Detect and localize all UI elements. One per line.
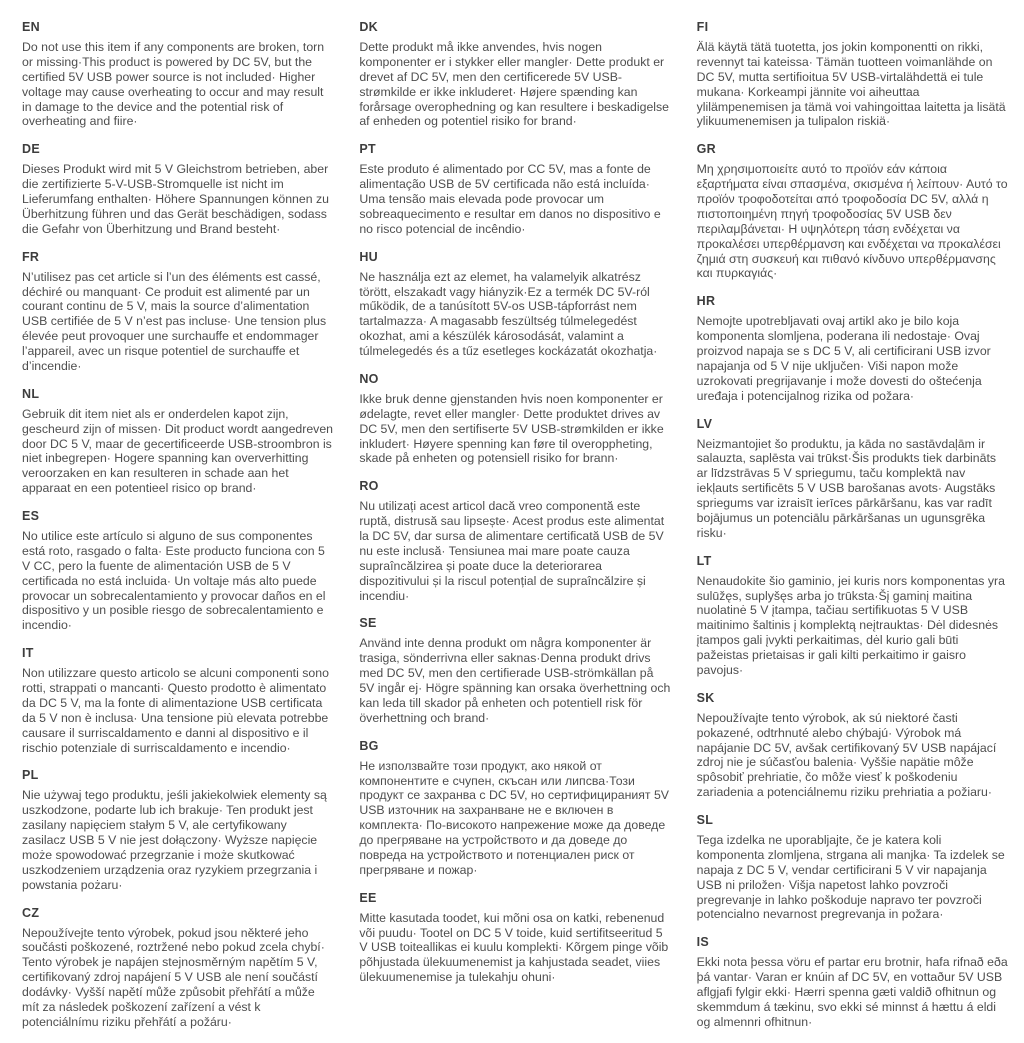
section-cz: [22, 906, 333, 1030]
lang-code-fr: FR: [22, 249, 40, 264]
lang-code-sl: SL: [696, 813, 714, 827]
section-it: [22, 646, 333, 755]
section-hu: [359, 250, 670, 359]
column-left: [22, 20, 333, 1043]
section-fr: [22, 250, 333, 374]
warning-text-ee: Mitte kasutada toodet, kui mõni osa on katki, rebenenud või puudu· Tootel on DC 5 V toide, kuid sertifitseeritud 5 V USB toiteallikas ei kuulu komplekti· Kõrgem pinge võib põhjustada ülekuumenemist ja kahjustada seadet, viies ülekuumenemise ja tulekahju ohuni·: [359, 910, 669, 985]
warning-text-bg: Не използвайте този продукт, ако някой от компонентите е счупен, скъсан или липсва·Този продукт се захранва с DC 5V, но сертифицираният 5V USB източник на захранване не е включен в комплекта· По-високото напрежение може да доведе до прегряване на устройството и да доведе до повреда на устройството и потенциален риск от прегряване и пожар·: [359, 758, 670, 877]
section-pt: [359, 142, 670, 236]
warning-text-gr: Μη χρησιμοποιείτε αυτό το προϊόν εάν κάποια εξαρτήματα είναι σπασμένα, σκισμένα ή λείπουν· Αυτό το προϊόν τροφοδοτείται από τροφοδοσία DC 5V, αλλά η πιστοποιημένη πηγή τροφοδοσίας 5V USB δεν περιλαμβάνεται· Η υψηλότερη τάση ενδέχεται να προκαλέσει υπερθέρμανση και ενδέχεται να προκαλέσει ζημιά στη συσκευή και πιθανό κίνδυνο υπερθέρμανσης και πυρκαγιάς·: [696, 162, 1008, 281]
lang-code-ro: RO: [359, 479, 379, 494]
warning-text-fi: Älä käytä tätä tuotetta, jos jokin komponentti on rikki, revennyt tai kateissa· Tämän tuotteen voimanlähde on DC 5V, mutta sertifioitua 5V USB-virtalähdettä ei tule mukana· Korkeampi jännite voi aiheuttaa ylilämpenemisen ja tämä voi vahingoittaa laitetta ja lisätä ylikuumenemisen ja tulipalon riskiä·: [696, 40, 1006, 129]
warning-text-pl: Nie używaj tego produktu, jeśli jakiekolwiek elementy są uszkodzone, podarte lub ich brakuje· Ten produkt jest zasilany napięciem stałym 5 V, ale certyfikowany zasilacz USB 5 V nie jest dołączony· Wyższe napięcie może spowodować przegrzanie i może skutkować uszkodzeniem urządzenia oraz ryzykiem przegrzania i powstania pożaru·: [22, 788, 327, 892]
warning-text-pt: Este produto é alimentado por CC 5V, mas a fonte de alimentação USB de 5V certificada não está incluída· Uma tensão mais elevada pode provocar um sobreaquecimento e resultar em danos no dispositivo e no risco potencial de incêndio·: [359, 162, 661, 236]
lang-code-pt: PT: [359, 142, 376, 157]
section-ro: [359, 479, 670, 603]
section-sl: [697, 813, 1008, 922]
warning-text-es: No utilice este artículo si alguno de sus componentes está roto, rasgado o falta· Este producto funciona con 5 V CC, pero la fuente de alimentación USB de 5 V certificada no está incluida· Un voltaje más alto puede provocar un sobrecalentamiento y provocar daños en el dispositivo y un posible riesgo de sobrecalentamiento e incendio·: [22, 529, 326, 633]
lang-code-de: DE: [22, 142, 40, 157]
lang-code-cz: CZ: [22, 905, 40, 920]
warning-text-lv: Neizmantojiet šo produktu, ja kāda no sastāvdaļām ir salauzta, saplēsta vai trūkst·Šis produkts tiek darbināts ar līdzstrāvas 5 V spriegumu, taču komplektā nav iekļauts sertificēts 5 V USB barošanas avots· Augstāks spriegums var izraisīt ierīces pārkāršanu, kas var radīt bojājumus un potenciālu pārkāršanas un ugunsgrēka risku·: [696, 436, 997, 540]
column-right: [697, 20, 1008, 1043]
warning-text-lt: Nenaudokite šio gaminio, jei kuris nors komponentas yra sulūžęs, suplyšęs arba jo trūksta·Šį gaminį maitina nuolatinė 5 V įtampa, tačiau sertifikuotas 5 V USB maitinimo šaltinis į komplektą neįtrauktas· Dėl didesnės įtampos gali įvykti perkaitimas, dėl kurio gali būti pažeistas prietaisas ir gali kilti perkaitimo ir gaisro pavojus·: [696, 573, 1005, 677]
lang-code-bg: BG: [359, 738, 379, 753]
section-is: [697, 935, 1008, 1029]
warning-text-is: Ekki nota þessa vöru ef partar eru brotnir, hafa rifnað eða þá vantar· Varan er knúin af DC 5V, en vottaður 5V USB aflgjafi fylgir ekki· Hærri spenna gæti valdið ofhitnun og skemmdum á tækinu, svo ekki sé minnst á hættu á eldi og almennri ofhitnun·: [696, 955, 1008, 1029]
warning-text-en: Do not use this item if any components are broken, torn or missing·This product is powered by DC 5V, but the certified 5V USB power source is not included· Higher voltage may cause overheating to occur and may result in damage to the device and the potential risk of overheating and fiire·: [22, 40, 325, 129]
section-nl: [22, 387, 333, 496]
lang-code-no: NO: [359, 371, 379, 386]
section-no: [359, 372, 670, 466]
warning-text-de: Dieses Produkt wird mit 5 V Gleichstrom betrieben, aber die zertifizierte 5-V-USB-Stromquelle ist nicht im Lieferumfang enthalten· Höhere Spannungen können zu Überhitzung führen und das Gerät beschädigen, sodass die Gefahr von Überhitzung und Brand besteht·: [22, 162, 329, 236]
section-lt: [697, 554, 1008, 678]
lang-code-es: ES: [22, 509, 40, 523]
lang-code-sk: SK: [696, 690, 715, 705]
lang-code-ee: EE: [359, 890, 377, 905]
warning-text-cz: Nepoužívejte tento výrobek, pokud jsou některé jeho součásti poškozené, roztržené nebo pokud zcela chybí· Tento výrobek je napájen stejnosměrným napětím 5 V, certifikovaný zdroj napájení 5 V USB ale není součástí dodávky· Vyšší napětí může způsobit přehřátí a může mít za následek poškození zařízení a vést k potenciálnímu riziku přehřátí a požáru·: [22, 925, 325, 1029]
warning-text-it: Non utilizzare questo articolo se alcuni componenti sono rotti, strappati o mancanti· Questo prodotto è alimentato da DC 5 V, ma la fonte di alimentazione USB certificata da 5 V non è inclusa· Una tensione più elevata potrebbe causare il surriscaldamento e danni al dispositivo e il rischio potenziale di surriscaldamento e incendio·: [22, 666, 329, 755]
warning-text-ro: Nu utilizați acest articol dacă vreo componentă este ruptă, distrusă sau lipsește· Acest produs este alimentat la DC 5V, dar sursa de alimentare certificată USB de 5V nu este inclusă· Tensiunea mai mare poate cauza supraîncălzirea și poate duce la deteriorarea dispozitivului și la riscul potențial de supraîncălzire și incendiu·: [359, 499, 665, 603]
lang-code-it: IT: [22, 646, 34, 661]
warning-text-dk: Dette produkt må ikke anvendes, hvis nogen komponenter er i stykker eller mangler· Dette produkt er drevet af DC 5V, men den certificerede 5V USB-strømkilde er ikke inkluderet· Højere spænding kan forårsage overophedning og kan resultere i beskadigelse af enheden og potentiel risiko for brand·: [359, 40, 670, 129]
warning-text-no: Ikke bruk denne gjenstanden hvis noen komponenter er ødelagte, revet eller mangler· Dette produktet drives av DC 5V, men den sertifiserte 5V USB-strømkilden er ikke inkludert· Høyere spenning kan føre til overoppheting, skade på enheten og potensiell risiko for brann·: [359, 391, 664, 466]
warning-text-hr: Nemojte upotrebljavati ovaj artikl ako je bilo koja komponenta slomljena, poderana ili nedostaje· Ovaj proizvod napaja se s DC 5 V, ali certificirani USB izvor napajanja od 5 V nije uključen· Viši napon može uzrokovati pregrijavanje i može dovesti do oštećenja uređaja i potencijalnog rizika od požara·: [696, 314, 991, 403]
lang-code-hu: HU: [359, 249, 378, 264]
warning-text-hu: Ne használja ezt az elemet, ha valamelyik alkatrész törött, elszakadt vagy hiányzik·Ez a termék DC 5V-ról működik, de a tanúsított 5V-os USB-tápforrást nem tartalmazza· A magasabb feszültség túlmelegedést okozhat, ami a készülék károsodását, valamint a túlmelegedés és a tűz esetleges kockázatát okozhatja·: [359, 269, 658, 358]
section-es: [22, 509, 333, 633]
section-en: [22, 20, 333, 129]
section-bg: [359, 739, 670, 878]
lang-code-se: SE: [359, 616, 377, 631]
warning-text-sl: Tega izdelka ne uporabljajte, če je katera koli komponenta zlomljena, strgana ali manjka· Ta izdelek se napaja z DC 5 V, vendar certificirani 5 V vir napajanja USB ni priložen· Višja napetost lahko povzroči pregrevanje in lahko poškoduje napravo ter povzroči potencialno nevarnost pregrevanja in požara·: [696, 833, 1005, 922]
section-ee: [359, 891, 670, 985]
warning-text-fr: N’utilisez pas cet article si l’un des éléments est cassé, déchiré ou manquant· Ce produit est alimenté par un courant continu de 5 V, mais la source d’alimentation USB certifiée de 5 V n’est pas incluse· Une tension plus élevée peut provoquer une surchauffe et endommager l’appareil, avec un risque potentiel de surchauffe et d’incendie·: [22, 269, 327, 373]
section-hr: [697, 294, 1008, 403]
lang-code-dk: DK: [359, 20, 378, 34]
warning-text-sk: Nepoužívajte tento výrobok, ak sú niektoré časti pokazené, odtrhnuté alebo chýbajú· Výrobok má napájanie DC 5V, avšak certifikovaný 5V USB napájací zdroj nie je súčasťou balenia· Vyššie napätie môže spôsobiť prehriatie, čo môže viesť k poškodeniu zariadenia a potenciálnemu riziku prehriatia a požiaru·: [696, 710, 997, 800]
lang-code-lv: LV: [696, 416, 713, 431]
section-se: [359, 616, 670, 725]
lang-code-gr: GR: [696, 142, 717, 157]
column-middle: [359, 20, 670, 1043]
warning-text-se: Använd inte denna produkt om några komponenter är trasiga, sönderrivna eller saknas·Denna produkt drivs med DC 5V, men den certifierade USB-strömkällan på 5V ingår ej· Högre spänning kan orsaka överhettning och kan leda till skador på enheten och potentiell risk för överhettning och brand·: [359, 636, 671, 725]
section-pl: [22, 768, 333, 892]
lang-code-pl: PL: [22, 768, 39, 783]
warning-text-nl: Gebruik dit item niet als er onderdelen kapot zijn, gescheurd zijn of missen· Dit product wordt aangedreven door DC 5 V, maar de gecertificeerde USB-stroombron is niet inbegrepen· Hogere spanning kan oververhitting veroorzaken en kan resulteren in schade aan het apparaat en een potentieel risico op brand·: [22, 406, 334, 496]
section-dk: [359, 20, 670, 129]
section-gr: [697, 142, 1008, 281]
lang-code-is: IS: [696, 935, 710, 950]
lang-code-nl: NL: [22, 386, 40, 401]
section-fi: [697, 20, 1008, 129]
section-lv: [697, 417, 1008, 541]
section-de: [22, 142, 333, 236]
lang-code-fi: FI: [696, 20, 709, 34]
lang-code-hr: HR: [696, 294, 716, 309]
section-sk: [697, 691, 1008, 800]
lang-code-en: EN: [22, 20, 40, 34]
lang-code-lt: LT: [696, 553, 712, 568]
